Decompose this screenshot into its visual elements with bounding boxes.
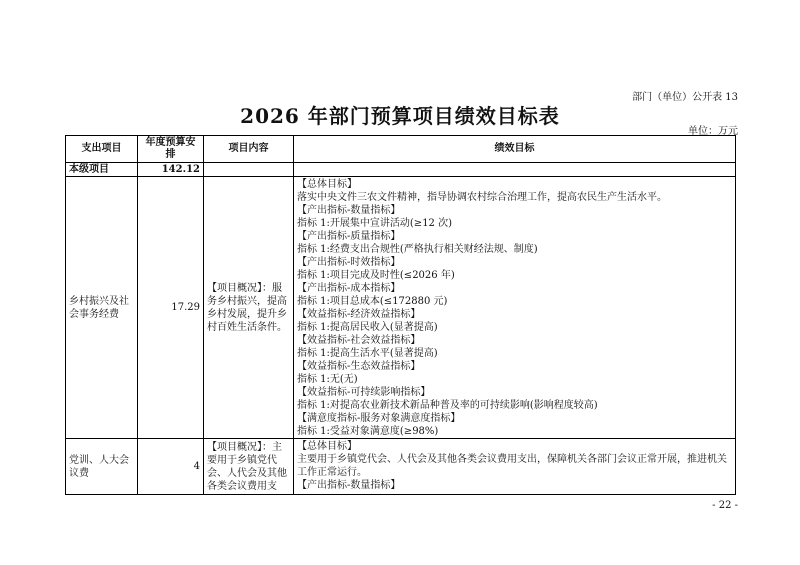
goal-line: 【产出指标-数量指标】 xyxy=(297,480,401,491)
goal-line: 指标 1:提高生活水平(显著提高) xyxy=(297,348,438,359)
goal-line: 【效益指标-生态效益指标】 xyxy=(297,361,421,372)
goal-line: 【产出指标-时效指标】 xyxy=(297,257,401,268)
header-row xyxy=(66,136,736,163)
page-number: - 22 - xyxy=(712,500,738,511)
goal-line: 指标 1:经费支出合规性(严格执行相关财经法规、制度) xyxy=(297,244,538,255)
project-content: 【项目概况】：主要用于乡镇党代会、人代会及其他各类会议费用支 xyxy=(204,439,294,495)
expense-item-name: 党训、人大会议费 xyxy=(66,439,138,495)
goal-line: 指标 1:提高居民收入(显著提高) xyxy=(297,322,438,333)
column-header: 项目内容 xyxy=(204,136,294,163)
level-name: 本级项目 xyxy=(66,163,138,177)
goal-line: 指标 1:开展集中宣讲活动(≥12 次) xyxy=(297,218,452,229)
goal-line: 【满意度指标-服务对象满意度指标】 xyxy=(297,413,461,424)
column-header: 绩效目标 xyxy=(294,136,736,163)
performance-goals xyxy=(294,177,736,439)
performance-table xyxy=(65,135,736,495)
goal-line: 指标 1:无(无) xyxy=(297,374,358,385)
table-row xyxy=(66,439,736,495)
goal-line: 【产出指标-数量指标】 xyxy=(297,205,401,216)
level-row xyxy=(66,163,736,177)
performance-goals xyxy=(294,439,736,495)
goal-line: 【产出指标-质量指标】 xyxy=(297,231,401,242)
goal-line: 【总体目标】 xyxy=(297,441,357,452)
budget-amount: 17.29 xyxy=(138,177,204,439)
column-header: 年度预算安排 xyxy=(138,136,204,163)
goal-line: 【效益指标-可持续影响指标】 xyxy=(297,387,431,398)
column-header: 支出项目 xyxy=(66,136,138,163)
goal-line: 落实中央文件三农文件精神，指导协调农村综合治理工作，提高农民生产生活水平。 xyxy=(297,192,667,203)
goal-line: 【效益指标-经济效益指标】 xyxy=(297,309,421,320)
goal-line: 指标 1:对提高农业新技术新品种普及率的可持续影响(影响程度较高) xyxy=(297,400,598,411)
page-title: 2026 年部门预算项目绩效目标表 xyxy=(240,104,560,128)
level-amount: 142.12 xyxy=(138,163,204,177)
goal-line: 工作正常运行。 xyxy=(297,467,367,478)
goal-line: 指标 1:项目完成及时性(≤2026 年) xyxy=(297,270,455,281)
goal-line: 指标 1:项目总成本(≤172880 元) xyxy=(297,296,448,307)
expense-item-name: 乡村振兴及社会事务经费 xyxy=(66,177,138,439)
budget-amount: 4 xyxy=(138,439,204,495)
table-row xyxy=(66,177,736,439)
project-content: 【项目概况】：服务乡村振兴，提高乡村发展，提升乡村百姓生活条件。 xyxy=(204,177,294,439)
table-number-tag: 部门（单位）公开表 13 xyxy=(632,92,738,103)
goal-line: 【产出指标-成本指标】 xyxy=(297,283,401,294)
unit-label: 单位：万元 xyxy=(688,126,738,137)
goal-line: 【效益指标-社会效益指标】 xyxy=(297,335,421,346)
goal-line: 主要用于乡镇党代会、人代会及其他各类会议费用支出，保障机关各部门会议正常开展，推进机关 xyxy=(297,454,727,465)
goal-line: 指标 1:受益对象满意度(≥98%) xyxy=(297,426,439,437)
goal-line: 【总体目标】 xyxy=(297,179,357,190)
